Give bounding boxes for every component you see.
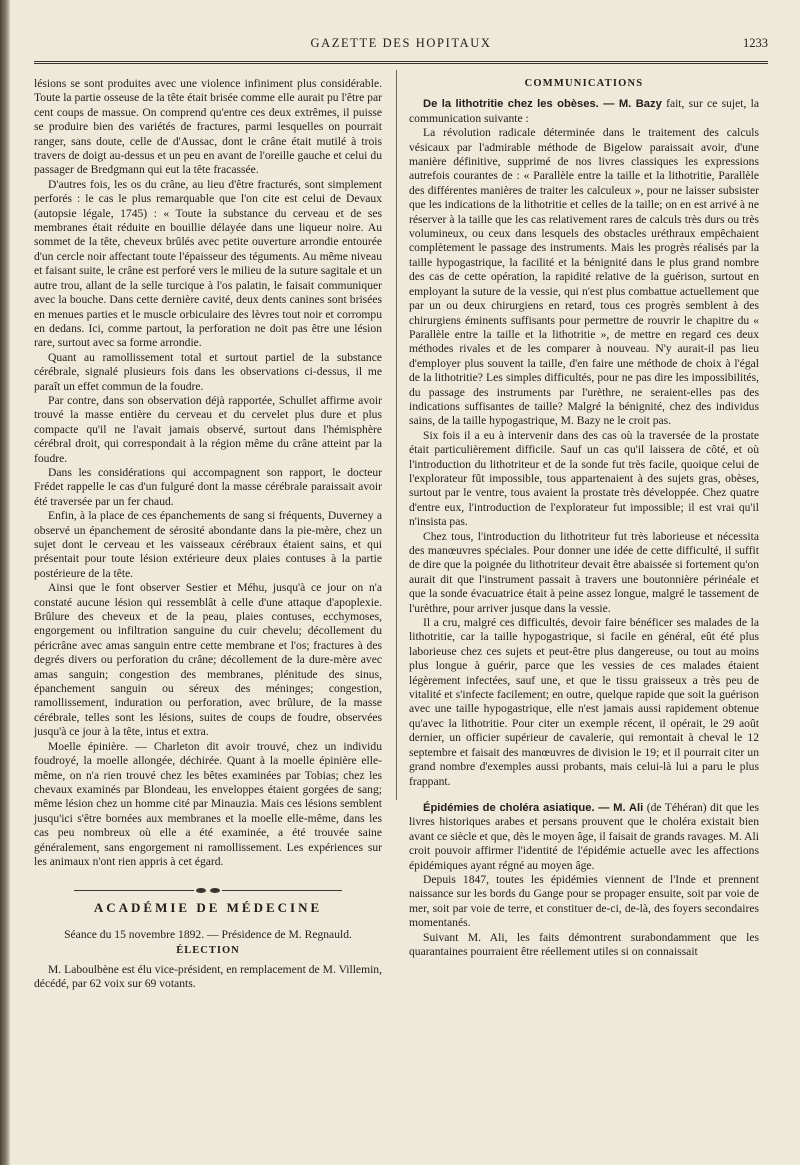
election-text: M. Laboulbène est élu vice-président, en remplacement de M. Villemin, décédé, par 62 voix sur 69 votants. bbox=[34, 962, 382, 990]
election-title: ÉLECTION bbox=[176, 945, 240, 957]
paragraph: Ainsi que le font observer Sestier et Méhu, jusqu'à ce jour on n'a constaté aucune lésion qui ressemblât à celle d'une attaque d'apoplexie. Brûlure des cheveux et de la peau, plaies contuses, ecchymoses, engorgement ou infiltration sanguine du cuir chevelu; décollement du péricrâne avec amas sanguin entre cette membrane et l'os; fractures à des degrés divers ou perforation du crâne; décollement de la dure-mère avec amas sanguin; congestion des membranes, plénitude des sinus, épanchement sanguin ou séreux des méninges; congestion, ramollissement, induration ou perforation, avec brûlure, de la masse cérébrale, telles sont les lésions, suites de coups de foudre, observées jusqu'à ce jour à la tête, intus et extra. bbox=[34, 581, 382, 739]
paragraph: La révolution radicale déterminée dans le traitement des calculs vésicaux par l'admirable méthode de Bigelow paraissait avoir, d'une manière définitive, supprimé de nos livres classiques les expressions autrefois courantes de : « Parallèle entre la taille et la lithotritie, Parallèle des différentes manières de traiter les calculeux », pour ne laisser subsister que les indications de la lithotritie et celles de la taille; on en est arrivé à ne réserver à la taille que les cas relativement rares de calculs très durs ou très volumineux, ou ceux dans lesquels des obstacles uréthraux empêchaient complètement le passage des instruments. Mais les progrès réalisés par la taille hypogastrique, la facilité et la bénignité dans le plus grand nombre des cas de cette opération, la rapidité relative de la guérison, surtout en employant la suture de la vessie, qui n'est plus combattue actuellement que par un ou deux chirurgiens en retard, tous ces progrès semblent à des chirurgiens éminents suffisants pour permettre de rouvrir le chapitre du « Parallèle entre la taille et la lithotritie », de mettre en regard ces deux méthodes rivales et de les comparer à nouveau. N'y aurait-il pas lieu d'employer plus souvent la taille, d'en faire une méthode de choix à l'égal de la lithotritie? Les simples difficultés, pour ne pas dire les impossibilités, du passage des instruments par l'urèthre, ne seraient-elles pas des indications suffisantes de taille? Malgré la bénignité, chez des individus sains, de la taille hypogastrique, M. Bazy ne le croit pas. bbox=[409, 126, 759, 428]
section-ornament bbox=[34, 883, 382, 891]
paragraph: Quant au ramollissement total et surtout partiel de la substance cérébrale, signalé plusieurs fois dans les observations ci-dessus, il me paraît un effet commun de la foudre. bbox=[34, 350, 382, 393]
paragraph: Chez tous, l'introduction du lithotriteur fut très laborieuse et nécessita des manœuvres spéciales. Pour donner une idée de cette difficulté, il suffit de dire que la poignée du lithotriteur devait être abaissée si fortement qu'on aurait dit que l'instrument passait à travers une boutonnière périnéale et que la sonde évacuatrice était à peine assez longue, malgré le tassement de l'urèthre, pour arriver jusque dans la vessie. bbox=[409, 529, 759, 615]
journal-title: GAZETTE DES HOPITAUX bbox=[310, 36, 492, 50]
page-binding-edge bbox=[0, 0, 10, 1165]
paragraph: Six fois il a eu à intervenir dans des cas où la traversée de la prostate était particulièrement difficile. Sauf un cas qu'il laissera de côté, et où l'introduction du lithotriteur et de la sonde fut très facile, quoique celui de l'explorateur fût impossible, tous appartenaient à des sujets gras, obèses, surtout par le ventre, tous avaient la prostate très développée. Chez quatre d'entre eux, l'introduction de l'explorateur fut impossible; il est vrai qu'il n'insista pas. bbox=[409, 428, 759, 529]
paragraph: Par contre, dans son observation déjà rapportée, Schullet affirme avoir trouvé la masse entière du cerveau et du cervelet plus dure et plus compacte qu'il ne l'avait jamais observé, surtout dans l'hémisphère cérébral droit, qui correspondait à la région même du crâne atteint par la foudre. bbox=[34, 393, 382, 465]
academie-title: ACADÉMIE DE MÉDECINE bbox=[93, 900, 323, 916]
paragraph: Suivant M. Ali, les faits démontrent surabondamment que les quarantaines pourraient être réellement utiles si on connaissait bbox=[409, 930, 759, 958]
paragraph: Depuis 1847, toutes les épidémies viennent de l'Inde et prennent naissance sur les bords du Gange pour se propager ensuite, soit par voie de mer, soit par voie de terre, et constituer de-ci, de-là, des foyers secondaires momentanés. bbox=[409, 872, 759, 930]
paragraph-run: (de Téhéran) dit que les livres historiques arabes et persans prouvent que le choléra existait bien avant ce siècle et que, dès le moyen âge, il faisait de grands ravages. M. Ali croit pouvoir affirmer l'identité de l'épidémie actuelle avec les affections épidémiques ayant régné au moyen âge. bbox=[409, 800, 759, 872]
seance-line: Séance du 15 novembre 1892. — Présidence de M. Regnauld. bbox=[64, 927, 352, 941]
page-number: 1233 bbox=[743, 36, 768, 50]
header-rule bbox=[34, 61, 768, 67]
cholera-heading: Épidémies de choléra asiatique. — M. Ali bbox=[423, 801, 644, 814]
paragraph: D'autres fois, les os du crâne, au lieu d'être fracturés, sont simplement perforés : le cas le plus remarquable que l'on cite est celui de Devaux (autopsie légale, 1745) : « Toute la substance du cerveau et de ses membranes était réduite en bouillie délayée dans une liqueur noire. Au sommet de la tête, cheveux brûlés avec petite ouverture arrondie entourée d'un cercle noir affectant toute l'épaisseur des téguments. Au même niveau et faisant suite, le crâne est perforé vers le milieu de la suture sagitale et un autre trou, allant de la selle turcique à l'os palatin, le faisait communiquer avec la bouche. Dans cette dernière cavité, deux dents canines sont brisées en menues parties et le muscle orbiculaire des lèvres tout noir et corrompu en dedans. Ici, comme partout, la perforation ne doit pas être une lésion rare, surtout avec sa forme arrondie. bbox=[34, 177, 382, 350]
paragraph: Enfin, à la place de ces épanchements de sang si fréquents, Duverney a observé un épanchement de sérosité abondante dans la pie-mère, chez un sujet dont le cerveau et les vaisseaux cérébraux étaient sains, et qui présentait pour toute lésion extérieure deux plaies contuses à la partie postérieure de la tête. bbox=[34, 509, 382, 580]
page-header bbox=[34, 36, 768, 56]
paragraph: Moelle épinière. — Charleton dit avoir trouvé, chez un individu foudroyé, la moelle allongée, déchirée. Quant à la moelle épinière elle-même, on n'a rien trouvé chez les bêtes examinées par Tobias; chez les chevaux examinés par Blondeau, les enveloppes étaient gorgées de sang; même lésion chez un homme cité par Minauzia. Mais ces lésions semblent jusqu'ici s'être bornées aux membranes et la moelle elle-même, dans les cas peu nombreux où elle a été examinée, a été trouvée saine généralement, sans engorgement ni ramollissement. Les expériences sur les animaux n'ont rien appris à cet égard. bbox=[34, 739, 382, 868]
paragraph: Il a cru, malgré ces difficultés, devoir faire bénéficer ses malades de la lithotritie, car la taille hypogastrique, si facile en général, eût été plus laborieuse chez ces sujets et peut-être plus dangereuse, ou tout au moins plus longue à guérir, parce que les vessies de ces malades étaient légèrement infectées, sauf une, et que le tissu graisseux a très peu de vitalité et s'infecte facilement; en outre, quelque rapide que soit la guérison avec une taille hypogastrique, elle n'est jamais aussi rapidement obtenue qu'avec la lithotritie. Pour citer un exemple récent, il opérait, le 29 août dernier, un officier supérieur de cavalerie, qui remontait à cheval le 12 septembre et faisait des manœuvres de division le 19; et il pourrait citer un grand nombre d'exemples aussi probants, mais celui-là lui a paru le plus frappant. bbox=[409, 616, 759, 788]
lithotritie-heading: De la lithotritie chez les obèses. — M. Bazy bbox=[423, 98, 662, 111]
left-column bbox=[34, 77, 382, 991]
paragraph: lésions se sont produites avec une violence infiniment plus considérable. Toute la partie osseuse de la tête était brisée comme elle aurait pu l'être par cent coups de massue. On comprend qu'entre ces deux extrêmes, il puisse se produire bien des variétés de fractures, parmi lesquelles on pourrait ranger, sans doute, celle de d'Aussac, dont le crâne était mutilé à trois travers de doigt au-dessus et un peu en avant de l'oreille gauche et celui du passager de Bredgmann qui eut la tête fracassée. bbox=[34, 77, 382, 177]
right-column bbox=[409, 77, 759, 959]
communications-title: COMMUNICATIONS bbox=[524, 78, 644, 89]
column-divider bbox=[396, 70, 397, 800]
paragraph-run: fait, sur ce sujet, la communication suivante : bbox=[409, 97, 759, 125]
paragraph: Dans les considérations qui accompagnent son rapport, le docteur Frédet rappelle le cas d'un fulguré dont la masse cérébrale paraissait avoir été traversée par un fer chaud. bbox=[34, 465, 382, 508]
